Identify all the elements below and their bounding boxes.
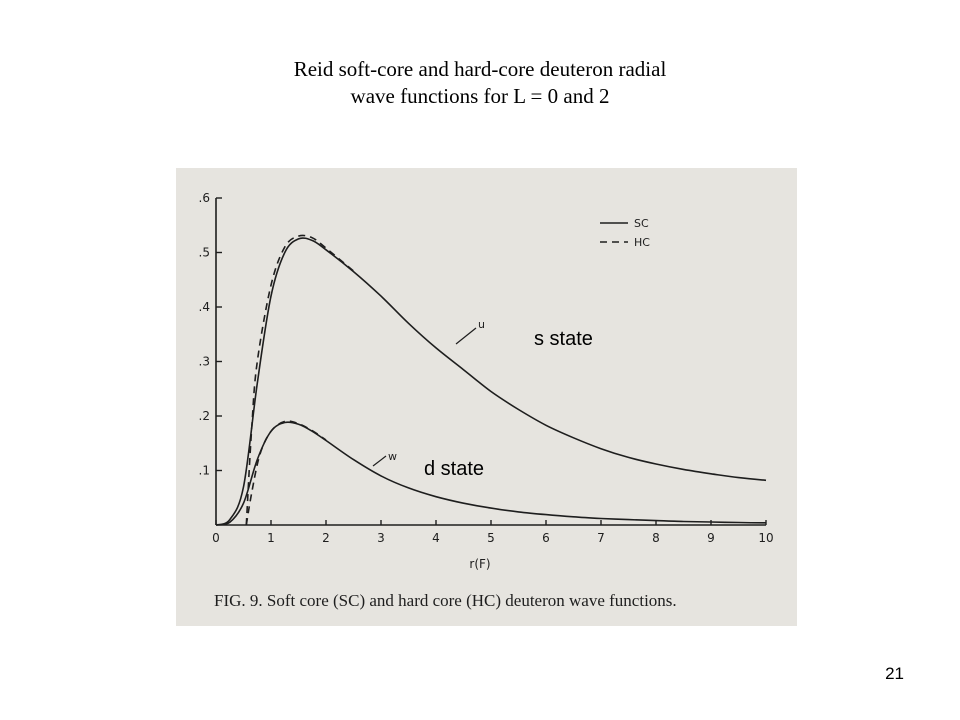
legend-sc-label: SC [634,217,649,230]
x-tick-label-5: 5 [487,531,495,545]
x-tick-label-7: 7 [597,531,605,545]
y-tick-label-5: .6 [198,191,210,205]
scanned-figure [176,168,797,626]
curve-u-label: u [478,318,485,331]
slide-title [0,56,960,110]
y-tick-label-3: .4 [198,300,210,314]
series-hc-u-line [246,235,353,525]
x-tick-label-6: 6 [542,531,550,545]
series-hc-w-line [246,421,326,525]
title-line-1: Reid soft-core and hard-core deuteron radial [293,57,667,81]
y-tick-label-4: .5 [198,245,210,260]
legend-hc-label: HC [634,236,650,249]
tick-group [199,191,774,545]
x-tick-label-0: 0 [212,531,220,545]
d-state-annotation: d state [424,458,485,480]
y-tick-label-0: .1 [198,463,210,478]
curve-w-label: w [388,450,397,463]
y-tick-label-1: .2 [198,409,210,423]
x-tick-label-3: 3 [377,531,385,545]
curve-w-pointer [373,456,386,466]
x-tick-label-4: 4 [432,531,440,545]
x-tick-label-10: 10 [758,531,774,545]
x-tick-label-9: 9 [707,531,715,545]
page-number: 21 [885,664,904,683]
series-sc-u-line [216,238,766,525]
curve-u-pointer [456,328,476,344]
title-line-2: wave functions for L = 0 and 2 [350,84,610,108]
curve-group [216,235,766,525]
y-tick-label-2: .3 [198,354,210,369]
s-state-annotation: s state [534,328,593,350]
wave-function-chart [176,168,797,626]
series-sc-w-line [216,422,766,525]
x-tick-label-2: 2 [322,531,330,545]
x-axis-label: r(F) [469,557,491,571]
figure-caption: FIG. 9. Soft core (SC) and hard core (HC) deuteron wave functions. [214,591,677,610]
legend [600,217,650,249]
x-tick-label-1: 1 [267,531,275,545]
chart-axes [216,198,766,525]
x-tick-label-8: 8 [652,531,660,545]
